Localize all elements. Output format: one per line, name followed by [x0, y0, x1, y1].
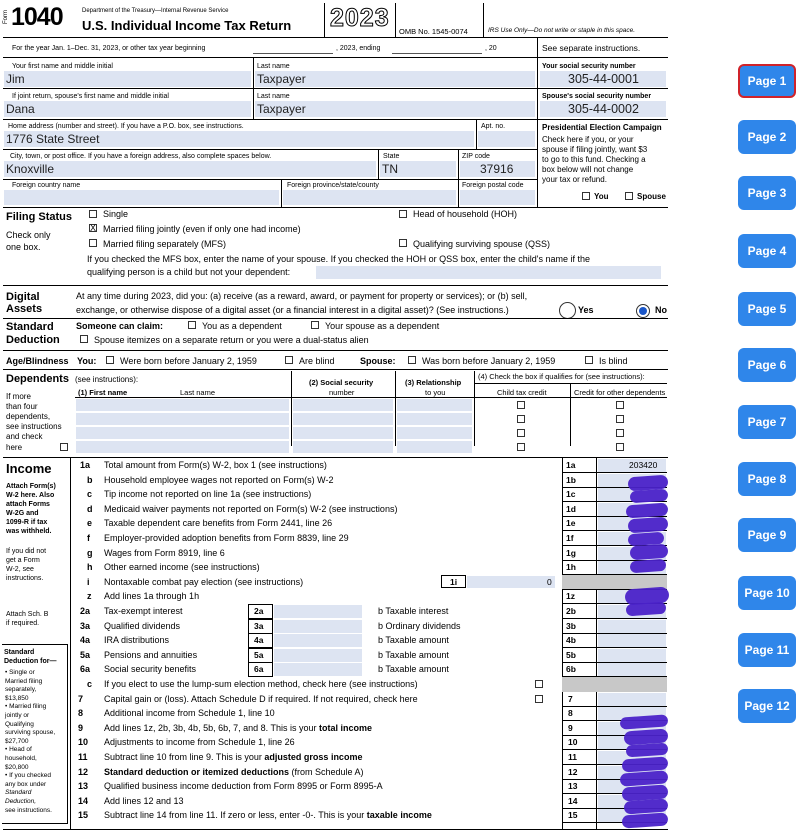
line-label: Social security benefits	[104, 664, 197, 675]
digital-question-1: At any time during 2023, did you: (a) receive (as a reward, award, or payment for property or services); or (b) sell,	[76, 291, 528, 301]
line-label-bold: total income	[318, 722, 372, 733]
capital-gain-checkbox[interactable]	[535, 695, 543, 703]
line-amount-field[interactable]	[274, 634, 362, 647]
line-label	[104, 811, 432, 820]
spouse-last-value: Taxpayer	[257, 102, 306, 116]
line-number: 8	[78, 708, 84, 719]
irs-use-only: IRS Use Only—Do not write or staple in this space.	[488, 27, 636, 34]
last-name-label: Last name	[257, 63, 290, 70]
line-label	[104, 768, 364, 777]
foreign-postal-label: Foreign postal code	[462, 182, 524, 189]
campaign-text-2: spouse if filing jointly, want $3	[542, 145, 648, 154]
qss-label: Qualifying surviving spouse (QSS)	[413, 239, 551, 249]
spouse-first-field[interactable]	[4, 101, 251, 117]
lump-sum-checkbox[interactable]	[535, 680, 543, 688]
someone-can-claim: Someone can claim:	[76, 321, 164, 331]
schb-note-line: Attach Sch. B	[6, 611, 49, 618]
line-label: Medicaid waiver payments not reported on Form(s) W-2 (see instructions)	[104, 503, 398, 514]
line-label-text: Subtract line 10 from line 9. This is your	[104, 752, 262, 762]
dep-relationship-field[interactable]	[397, 413, 472, 425]
digital-no-label: No	[655, 305, 667, 315]
zip-label: ZIP code	[462, 153, 490, 160]
line-box-number: 4a	[254, 635, 264, 646]
hoh-checkbox[interactable]	[399, 210, 407, 218]
line-box-number: 1b	[566, 474, 576, 485]
foreign-country-label: Foreign country name	[12, 182, 81, 189]
line-number: 6a	[80, 664, 91, 675]
line-1i-amount-field[interactable]	[467, 576, 555, 588]
line-label-text: Additional income from Schedule 1, line 10	[104, 708, 275, 719]
attach-note-line: was withheld.	[6, 528, 52, 535]
you-born-label: Were born before January 2, 1959	[120, 356, 257, 366]
line-box-number: 9	[568, 722, 573, 733]
line-amount-field[interactable]	[598, 663, 666, 676]
apt-label: Apt. no.	[481, 123, 506, 130]
age-title: Age/Blindness	[6, 356, 69, 366]
dep-col-check: (4) Check the box if qualifies for (see instructions):	[478, 372, 645, 381]
line-number: 13	[78, 781, 89, 792]
line-label: b Taxable amount	[378, 649, 449, 660]
std-deduction-note: any box under	[5, 780, 47, 788]
qualifying-person-field[interactable]	[316, 266, 661, 279]
line-label: Total amount from Form(s) W-2, box 1 (see instructions)	[104, 460, 327, 470]
campaign-spouse-label: Spouse	[637, 192, 666, 201]
line-label-bold: Standard deduction or itemized deductions	[104, 766, 290, 777]
campaign-you-checkbox[interactable]	[582, 192, 590, 200]
attach-note-line: Attach Form(s)	[6, 483, 56, 490]
line-box-number: 6a	[254, 664, 264, 675]
std-title-2: Deduction	[6, 334, 60, 346]
digital-title-1: Digital	[6, 291, 40, 303]
line-box-number: 1e	[566, 518, 576, 529]
line-label	[104, 797, 184, 806]
page-button-5[interactable]: Page 5	[738, 292, 796, 326]
dep-name-field[interactable]	[76, 413, 289, 425]
no-w2-note-line: If you did not	[6, 548, 47, 555]
std-deduction-title: Deduction for—	[4, 658, 57, 665]
line-box-number: 3a	[254, 620, 264, 631]
last-name-value: Taxpayer	[257, 72, 306, 86]
line-label-text: Add lines 12 and 13	[104, 795, 184, 806]
line-box-number: 7	[568, 693, 573, 704]
you-dependent-checkbox[interactable]	[188, 321, 196, 329]
foreign-postal-field[interactable]	[460, 190, 535, 205]
line-number: 4a	[80, 635, 91, 646]
spouse-blind-checkbox[interactable]	[585, 356, 593, 364]
mfs-note: If you checked the MFS box, enter the name of your spouse. If you checked the HOH or QSS box, enter the child's name if the	[87, 254, 590, 264]
redaction-mark	[630, 559, 667, 573]
digital-no-radio[interactable]	[636, 304, 650, 318]
std-deduction-note: Standard	[5, 789, 32, 797]
dept-label: Department of the Treasury—Internal Revenue Service	[82, 8, 229, 14]
line-label: Employer-provided adoption benefits from Form 8839, line 29	[104, 533, 349, 543]
mfj-label: Married filing jointly (even if only one had income)	[103, 224, 301, 234]
attach-note-line: attach Forms	[6, 501, 50, 508]
line-number: 5a	[80, 649, 91, 660]
attach-note-line: W-2 here. Also	[6, 492, 55, 499]
line-label	[104, 695, 418, 704]
spouse-itemizes-checkbox[interactable]	[80, 335, 88, 343]
line-amount-value: 203420	[629, 460, 658, 470]
spouse-born-label: Was born before January 2, 1959	[422, 356, 556, 366]
line-label: Add lines 1a through 1h	[104, 591, 200, 602]
no-w2-note-line: W-2, see	[6, 566, 34, 573]
zip-value: 37916	[480, 162, 514, 176]
line-1i-box-number: 1i	[450, 576, 458, 587]
line-box-number: 1h	[566, 562, 576, 573]
line-number: 2a	[80, 606, 91, 616]
form-word: Form	[3, 10, 9, 24]
line-box-number: 2b	[566, 606, 576, 616]
spouse-first-value: Dana	[6, 102, 35, 116]
line-label: Nontaxable combat pay election (see instructions)	[104, 576, 304, 587]
address-label: Home address (number and street). If you have a P.O. box, see instructions.	[8, 123, 244, 130]
line-label: If you elect to use the lump-sum election method, check here (see instructions)	[104, 679, 418, 689]
dep-name-field[interactable]	[76, 399, 289, 411]
filing-status-title: Filing Status	[6, 211, 72, 223]
std-deduction-note: Qualifying	[5, 720, 34, 728]
line-box-number: 1c	[566, 489, 576, 500]
std-deduction-note: • Head of	[5, 746, 32, 754]
line-label-text: Capital gain or (loss). Attach Schedule D if required. If not required, check here	[104, 693, 418, 704]
line-number: 14	[78, 795, 89, 806]
line-number: i	[87, 576, 90, 587]
line-number: z	[87, 591, 92, 602]
line-box-number: 13	[568, 781, 578, 792]
you-born-checkbox[interactable]	[106, 356, 114, 364]
digital-yes-label: Yes	[578, 305, 594, 315]
dep-name-field[interactable]	[76, 441, 289, 453]
line-label: Qualified dividends	[104, 620, 181, 631]
campaign-text-4: box below will not change	[542, 165, 634, 174]
you-dependent-label: You as a dependent	[202, 321, 282, 331]
line-number: d	[87, 503, 93, 514]
line-box-number: 4b	[566, 635, 576, 646]
std-deduction-note: • If you checked	[5, 772, 51, 780]
line-amount-field[interactable]	[598, 634, 666, 647]
foreign-country-field[interactable]	[4, 190, 279, 205]
dep-odc-checkbox[interactable]	[616, 401, 624, 409]
line-number: 11	[78, 752, 88, 762]
hoh-label: Head of household (HOH)	[413, 209, 518, 219]
std-deduction-note: $20,800	[5, 763, 29, 771]
dep-col-ssn-1: (2) Social security	[309, 378, 374, 387]
mfj-checkbox[interactable]: X	[90, 223, 97, 233]
foreign-province-field[interactable]	[283, 190, 456, 205]
line-label: Household employee wages not reported on Form(s) W-2	[104, 474, 334, 485]
city-label: City, town, or post office. If you have a foreign address, also complete spaces below.	[10, 153, 272, 160]
ending-label: , 2023, ending	[336, 45, 381, 52]
std-deduction-note: • Single or	[5, 669, 35, 676]
you-blind-checkbox[interactable]	[285, 356, 293, 364]
dep-ssn-field[interactable]	[293, 441, 393, 453]
age-you: You:	[77, 356, 97, 366]
income-title: Income	[6, 461, 52, 476]
std-deduction-note: • Married filing	[5, 703, 47, 711]
std-deduction-note: $27,700	[5, 737, 29, 745]
redaction-mark	[630, 544, 669, 561]
line-number: 3a	[80, 620, 91, 631]
dep-side-6: here	[6, 443, 23, 452]
spouse-last-label: Last name	[257, 93, 290, 100]
dep-name-field[interactable]	[76, 427, 289, 439]
digital-yes-radio[interactable]	[559, 302, 576, 319]
line-box-number: 1g	[566, 547, 576, 558]
mfs-label: Married filing separately (MFS)	[103, 239, 227, 249]
line-box-number: 12	[568, 766, 578, 777]
line-label	[104, 753, 362, 762]
line-label: Taxable dependent care benefits from Form 2441, line 26	[104, 518, 333, 529]
foreign-province-label: Foreign province/state/county	[287, 182, 379, 189]
single-label: Single	[103, 209, 129, 219]
page-button-3[interactable]: Page 3	[738, 176, 796, 210]
std-deduction-note: see instructions.	[5, 806, 52, 814]
line-amount-field[interactable]	[598, 620, 666, 633]
tax-year: 2023	[330, 4, 390, 32]
dep-col-last: Last name	[180, 388, 216, 397]
std-deduction-note: Married filing	[5, 677, 43, 685]
line-box-number: 1f	[566, 533, 574, 543]
page-button-7[interactable]: Page 7	[738, 405, 796, 439]
dep-col-first: (1) First name	[78, 388, 128, 397]
mfs-checkbox[interactable]	[89, 239, 97, 247]
line-amount-field[interactable]	[274, 649, 362, 662]
line-number: h	[87, 562, 93, 573]
digital-title-2: Assets	[6, 303, 43, 315]
line-number: g	[87, 547, 93, 558]
first-name-label: Your first name and middle initial	[12, 63, 113, 70]
city-field[interactable]	[4, 161, 376, 177]
std-deduction-note: Deduction,	[5, 798, 37, 805]
spouse-first-label: If joint return, spouse's first name and middle initial	[12, 93, 169, 100]
line-label-bold: taxable income	[366, 810, 432, 821]
campaign-text-3: to go to this fund. Checking a	[542, 155, 646, 164]
line-label-tail: (from Schedule A)	[289, 766, 364, 777]
qss-checkbox[interactable]	[399, 239, 407, 247]
spouse-itemizes-label: Spouse itemizes on a separate return or you were a dual-status alien	[94, 335, 369, 345]
dep-odc-checkbox[interactable]	[616, 415, 624, 423]
page-button-6[interactable]: Page 6	[738, 348, 796, 382]
line-number: e	[87, 518, 93, 529]
spouse-blind-label: Is blind	[599, 356, 628, 366]
single-checkbox[interactable]	[89, 210, 97, 218]
campaign-you-label: You	[594, 192, 609, 201]
line-label	[104, 782, 383, 791]
line-label	[104, 709, 275, 718]
line-label: b Taxable amount	[378, 664, 449, 675]
dep-side-3: dependents,	[6, 412, 51, 421]
line-label: Tip income not reported on line 1a (see instructions)	[104, 489, 312, 500]
page-button-8[interactable]: Page 8	[738, 462, 796, 496]
line-number: 12	[78, 766, 89, 777]
no-w2-note-line: get a Form	[6, 557, 40, 564]
year-line: For the year Jan. 1–Dec. 31, 2023, or other tax year beginning	[12, 45, 206, 52]
line-amount-field[interactable]	[598, 649, 666, 662]
line-label: Wages from Form 8919, line 6	[104, 547, 225, 558]
first-name-value: Jim	[6, 72, 25, 86]
dep-odc-checkbox[interactable]	[616, 443, 624, 451]
attach-note-line: 1099-R if tax	[6, 519, 48, 526]
dep-ctc-checkbox[interactable]	[517, 443, 525, 451]
see-instructions: See separate instructions.	[542, 43, 641, 53]
line-amount-field[interactable]	[274, 663, 362, 676]
line-label: b Taxable interest	[378, 606, 449, 616]
spouse-dependent-label: Your spouse as a dependent	[325, 321, 440, 331]
page-button-1[interactable]: Page 1	[738, 64, 796, 98]
line-box-number: 6b	[566, 664, 576, 675]
line-number: 10	[78, 737, 89, 748]
redaction-mark	[622, 812, 669, 828]
dep-more-checkbox[interactable]	[60, 443, 68, 451]
spouse-ssn-value: 305-44-0002	[568, 102, 639, 116]
campaign-title: Presidential Election Campaign	[542, 123, 662, 132]
spouse-born-checkbox[interactable]	[408, 356, 416, 364]
line-label-bold: adjusted gross income	[264, 752, 363, 762]
comma-20: , 20	[485, 45, 497, 52]
dep-side-5: and check	[6, 432, 43, 441]
redaction-mark	[628, 517, 669, 534]
state-label: State	[383, 153, 400, 160]
filing-one-box: one box.	[6, 242, 41, 252]
dep-odc-checkbox[interactable]	[616, 429, 624, 437]
age-spouse: Spouse:	[360, 356, 396, 366]
apt-field[interactable]	[478, 131, 535, 147]
line-label-text: Add lines 1z, 2b, 3b, 4b, 5b, 6b, 7, and 8. This is your	[104, 722, 317, 733]
line-label: b Ordinary dividends	[378, 620, 461, 631]
dep-side-2: than four	[6, 402, 38, 411]
dep-relationship-field[interactable]	[397, 441, 472, 453]
std-title-1: Standard	[6, 321, 54, 333]
std-deduction-note: separately,	[5, 686, 37, 694]
dependents-see: (see instructions):	[75, 375, 139, 384]
page-button-9[interactable]: Page 9	[738, 518, 796, 552]
line-box-number: 10	[568, 737, 578, 748]
state-value: TN	[382, 162, 398, 176]
dep-ssn-field[interactable]	[293, 399, 393, 411]
line-box-number: 5a	[254, 649, 264, 660]
page-button-12[interactable]: Page 12	[738, 689, 796, 723]
dep-ctc-header: Child tax credit	[497, 388, 547, 397]
schb-note-line: if required.	[6, 620, 40, 627]
std-deduction-note: $13,850	[5, 694, 29, 702]
dependents-title: Dependents	[6, 373, 69, 385]
line-amount-field[interactable]	[598, 693, 666, 706]
line-amount-field[interactable]	[274, 620, 362, 633]
line-label-text: Adjustments to income from Schedule 1, line 26	[104, 737, 295, 748]
page-button-2[interactable]: Page 2	[738, 120, 796, 154]
line-box-number: 15	[568, 810, 578, 821]
attach-note-line: W-2G and	[6, 510, 39, 517]
std-deduction-note: household,	[5, 755, 37, 762]
form-title: U.S. Individual Income Tax Return	[82, 18, 292, 33]
line-amount-field[interactable]	[274, 605, 362, 618]
form-number: 1040	[11, 3, 63, 31]
dep-ssn-field[interactable]	[293, 413, 393, 425]
line-label: IRA distributions	[104, 635, 170, 646]
dep-side-4: see instructions	[6, 422, 62, 431]
spouse-dependent-checkbox[interactable]	[311, 321, 319, 329]
line-label-text: Qualified business income deduction from Form 8995 or Form 8995-A	[104, 781, 383, 792]
ssn-label: Your social security number	[542, 63, 636, 70]
line-label	[104, 724, 372, 733]
line-box-number: 11	[568, 752, 577, 762]
line-box-number: 5b	[566, 649, 576, 660]
line-number: 1a	[80, 460, 91, 470]
line-label: Other earned income (see instructions)	[104, 562, 260, 573]
line-number: 15	[78, 810, 89, 821]
dep-ctc-checkbox[interactable]	[517, 429, 525, 437]
address-value: 1776 State Street	[6, 132, 100, 146]
line-label: Pensions and annuities	[104, 649, 198, 660]
dep-col-rel-2: to you	[425, 388, 446, 397]
line-number: 7	[78, 693, 84, 704]
line-box-number: 1d	[566, 503, 576, 514]
ssn-value: 305-44-0001	[568, 72, 639, 86]
first-name-field[interactable]	[4, 71, 251, 87]
dep-odc-header: Credit for other dependents	[574, 388, 666, 397]
filing-check-only: Check only	[6, 230, 51, 240]
dep-ssn-field[interactable]	[293, 427, 393, 439]
line-label-text: Subtract line 14 from line 11. If zero or less, enter -0-. This is your	[104, 810, 365, 821]
you-blind-label: Are blind	[299, 356, 335, 366]
page-button-11[interactable]: Page 11	[738, 633, 796, 667]
dep-col-ssn-2: number	[329, 388, 355, 397]
line-1i-amount-value: 0	[547, 576, 552, 587]
page-button-10[interactable]: Page 10	[738, 576, 796, 610]
line-label: Tax-exempt interest	[104, 606, 183, 616]
dep-ctc-checkbox[interactable]	[517, 401, 525, 409]
line-label: b Taxable amount	[378, 635, 449, 646]
line-box-number: 8	[568, 708, 573, 719]
std-deduction-title: Standard	[4, 649, 35, 656]
dep-relationship-field[interactable]	[397, 399, 472, 411]
line-box-number: 2a	[254, 606, 264, 616]
line-box-number: 14	[568, 795, 578, 806]
dep-ctc-checkbox[interactable]	[517, 415, 525, 423]
line-number: f	[87, 533, 90, 543]
omb-number: OMB No. 1545-0074	[399, 27, 468, 36]
no-w2-note-line: instructions.	[6, 575, 44, 582]
mfs-note-2: qualifying person is a child but not your dependent:	[87, 267, 291, 277]
spouse-ssn-label: Spouse's social security number	[542, 93, 652, 100]
line-number: c	[87, 489, 93, 500]
line-box-number: 1a	[566, 460, 576, 470]
dep-relationship-field[interactable]	[397, 427, 472, 439]
std-deduction-note: jointly or	[5, 712, 30, 719]
campaign-text-5: your tax or refund.	[542, 175, 607, 184]
line-box-number: 1z	[566, 591, 575, 602]
digital-question-2: exchange, or otherwise dispose of a digital asset (or a financial interest in a digital asset)? (See instructions.)	[76, 305, 509, 315]
line-number: 9	[78, 722, 84, 733]
line-label	[104, 738, 295, 747]
dep-side-1: If more	[6, 392, 31, 401]
dep-col-rel-1: (3) Relationship	[405, 378, 462, 387]
line-number: b	[87, 474, 93, 485]
line-box-number: 3b	[566, 620, 576, 631]
city-value: Knoxville	[6, 162, 55, 176]
page-button-4[interactable]: Page 4	[738, 234, 796, 268]
campaign-text-1: Check here if you, or your	[542, 135, 634, 144]
line-number: c	[87, 679, 93, 689]
std-deduction-note: surviving spouse,	[5, 729, 56, 737]
campaign-spouse-checkbox[interactable]	[625, 192, 633, 200]
